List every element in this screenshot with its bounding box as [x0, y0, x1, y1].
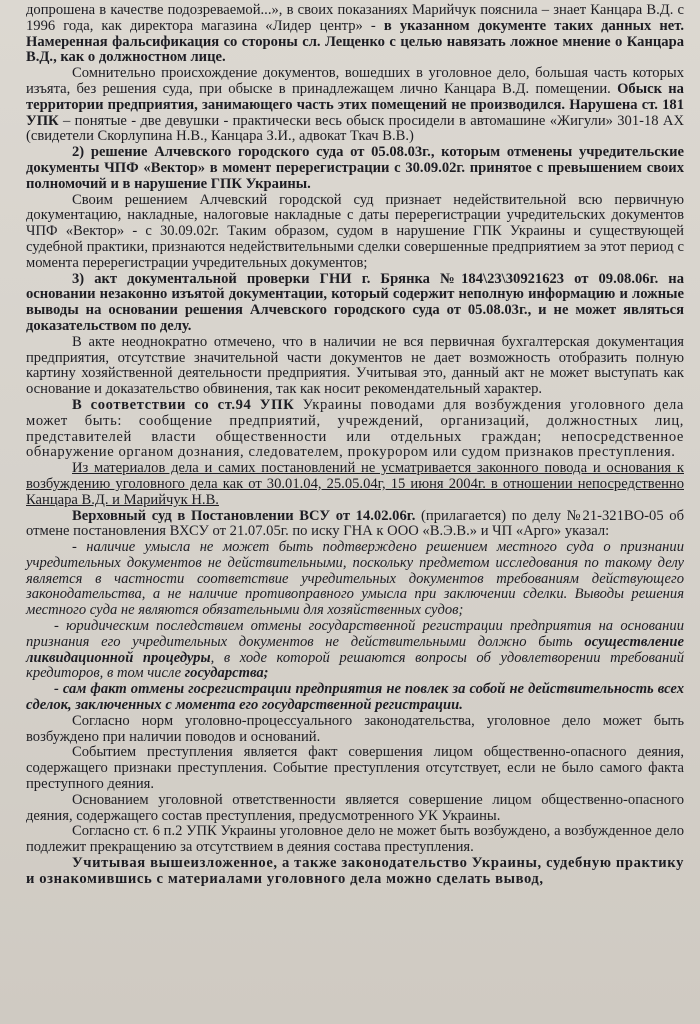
text-run: Событием преступления является факт совершения лицом общественно-опасного деяния, содержащего признаки преступления. Событие преступления отсутствует, если не было самого факта преступного деяния. [26, 744, 684, 793]
paragraph-10 [26, 540, 684, 619]
text-run: (прилагается) по делу №21-321ВО-05 об отмене постановления ВХСУ от 21.07.05г. по иску ГНА к ООО «В.Э.В.» и ЧП «Арго» указал: [26, 507, 684, 540]
paragraph-11 [26, 619, 684, 682]
paragraph-14 [26, 745, 684, 792]
text-run: допрошена в качестве подозреваемой...», в своих показаниях Марийчук пояснила – знает Канцара В.Д. с 1996 года, как директора магазина «Лидер центр» - [26, 2, 684, 34]
paragraph-2 [26, 66, 684, 145]
text-run: Верховный суд в Постановлении ВСУ от 14.02.06г. [72, 507, 416, 524]
text-run: – понятые - две девушки - практически весь обыск просидели в автомашине «Жигули» 301-18 АХ (свидетели Скорлупина Н.В., Канцара З.И., адвокат Ткач В.В.) [26, 112, 684, 145]
paragraph-7 [26, 398, 684, 461]
text-run: , в ходе которой решаются вопросы об удовлетворении требований кредиторов, в том числе [26, 649, 684, 682]
paragraph-17 [26, 856, 684, 888]
paragraph-1 [26, 3, 684, 66]
text-run: осуществление ликвидационной процедуры [26, 633, 684, 666]
paragraph-13 [26, 714, 684, 746]
paragraph-8 [26, 461, 684, 508]
text-run: Учитывая вышеизложенное, а также законодательство Украины, судебную практику и ознакомившись с материалами уголовного дела можно сделать вывод, [26, 855, 684, 887]
text-run: В соответствии со ст.94 УПК [72, 396, 295, 413]
paragraph-9 [26, 509, 684, 541]
text-run: Согласно норм уголовно-процессуального законодательства, уголовное дело может быть возбуждено при наличии поводов и оснований. [26, 712, 684, 745]
paragraph-16 [26, 824, 684, 856]
paragraph-3 [26, 145, 684, 192]
text-run: - наличие умысла не может быть подтверждено решением местного суда о признании учредительных документов не действительными, поскольку предметом исследования по такому делу является в частности соответствие учредительных документов требованиям действующего законодательства, а не наличие противоправного умысла при заключении сделки. Выводы решения местного суда не являются обязательными для хозяйственных судов; [26, 539, 684, 619]
text-run: Сомнительно происхождение документов, вошедших в уголовное дело, большая часть которых изъята, без решения суда, при обыске в принадлежащем лично Канцара В.Д. помещении. [26, 65, 684, 97]
text-run: Своим решением Алчевский городской суд признает недействительной всю первичную документацию, накладные, налоговые накладные с даты перерегистрации учредительских документов ЧПФ «Вектор» - с 30.09.02г. Таким образом, судом в нарушение ГПК Украины и существующей судебной практики, признаются недействительными сделки совершенные предприятием за этот период с момента перерегистрации учредительных документов; [26, 191, 684, 271]
text-run: - юридическим последствием отмены государственной регистрации предприятия на основании признания его учредительных документов не действительными должно быть [26, 618, 684, 650]
paragraph-15 [26, 793, 684, 825]
text-run: Из материалов дела и самих постановлений не усматривается законного повода и основания к возбуждению уголовного дела как от 30.01.04, 25.05.04г, 15 июня 2004г. в отношении непосредственно Канцара В.Д. и Марийчук Н.В. [26, 460, 684, 508]
text-run: Украины поводами для возбуждения уголовного дела может быть: сообщение предприятий, учреждений, организаций, должностных лиц, представителей власти общественности или отдельных граждан; непосредственное обнаружение органом дознания, следователем, прокурором или судом признаков преступления. [26, 396, 684, 461]
text-run: Основанием уголовной ответственности является совершение лицом общественно-опасного деяния, содержащего состав преступления, предусмотренного УК Украины. [26, 791, 684, 824]
text-run: В акте неоднократно отмечено, что в наличии не вся первичная бухгалтерская документация предприятия, отсутствие значительной части документов не дает возможность отобразить полную картину хозяйственной деятельности предприятия. Учитывая это, данный акт не может выступать как основание и доказательство обвинения, так как носит рекомендательный характер. [26, 333, 684, 398]
text-run: Обыск на территории предприятия, занимающего часть этих помещений не производился. Нарушена ст. 181 УПК [26, 80, 684, 129]
paragraph-4 [26, 193, 684, 272]
text-run: - сам факт отмены госрегистрации предприятия не повлек за собой не действительность всех сделок, заключенных с момента его государственной регистрации. [26, 681, 684, 714]
text-run: в указанном документе таких данных нет. Намеренная фальсификация со стороны сл. Лещенко с целью навязать ложное мнение о Канцара В.Д., как о должностном лице. [26, 17, 684, 66]
paragraph-12 [26, 682, 684, 714]
text-run: Согласно ст. 6 п.2 УПК Украины уголовное дело не может быть возбуждено, а возбужденное дело подлежит прекращению за отсутствием в деяния состава преступления. [26, 823, 684, 856]
text-run: государства; [184, 665, 269, 682]
paragraph-6 [26, 335, 684, 398]
paragraph-5 [26, 272, 684, 335]
text-run: 3) акт документальной проверки ГНИ г. Брянка №184\23\30921623 от 09.08.06г. на основании незаконно изъятой документации, который содержит неполную информацию и ложные выводы на основании решения Алчевского городского суда от 05.08.03г., и не может являться доказательством по делу. [26, 270, 684, 334]
text-run: 2) решение Алчевского городского суда от 05.08.03г., которым отменены учредительские документы ЧПФ «Вектор» в момент перерегистрации с 30.09.02г. принятое с превышением своих полномочий и в нарушение ГПК Украины. [26, 144, 684, 192]
